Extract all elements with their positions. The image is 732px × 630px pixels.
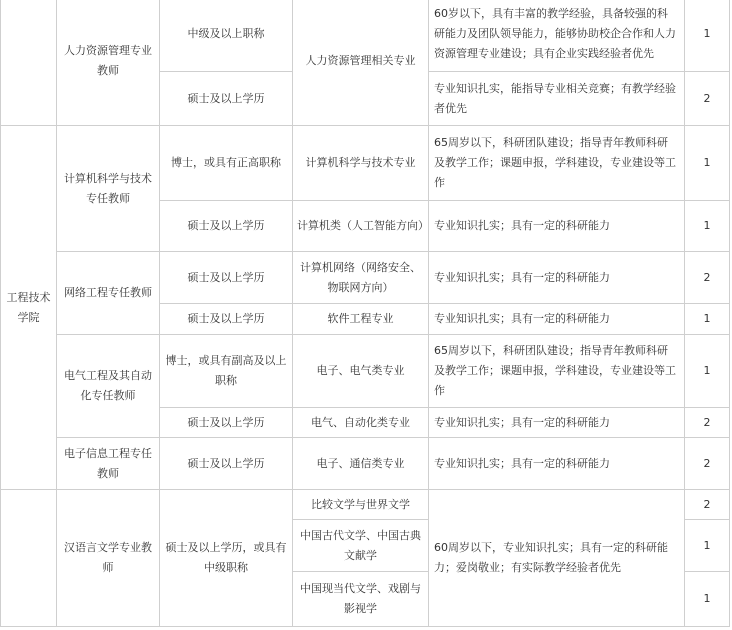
count-cell: 2	[685, 72, 730, 126]
major-cell: 人力资源管理相关专业	[293, 0, 429, 126]
college-cell	[1, 490, 57, 627]
position-cell: 汉语言文学专业教师	[57, 490, 160, 627]
position-cell: 电子信息工程专任教师	[57, 438, 160, 490]
count-cell: 1	[685, 520, 730, 572]
requirement-cell: 专业知识扎实；具有一定的科研能力	[429, 201, 685, 252]
table-row	[1, 252, 730, 304]
education-cell: 博士，或具有正高职称	[160, 126, 293, 201]
education-cell: 硕士及以上学历	[160, 201, 293, 252]
college-cell: 工程技术学院	[1, 126, 57, 490]
major-cell: 计算机科学与技术专业	[293, 126, 429, 201]
major-cell: 比较文学与世界文学	[293, 490, 429, 520]
position-cell: 计算机科学与技术专任教师	[57, 126, 160, 252]
position-cell: 人力资源管理专业教师	[57, 0, 160, 126]
requirement-cell: 65周岁以下，科研团队建设；指导青年教师科研及教学工作；课题申报，学科建设，专业建设等工作	[429, 126, 685, 201]
requirement-cell: 专业知识扎实；具有一定的科研能力	[429, 408, 685, 438]
education-cell: 硕士及以上学历	[160, 408, 293, 438]
education-cell: 硕士及以上学历，或具有中级职称	[160, 490, 293, 627]
count-cell: 1	[685, 335, 730, 408]
count-cell: 2	[685, 408, 730, 438]
requirement-cell: 60周岁以下，专业知识扎实；具有一定的科研能力；爱岗敬业；有实际教学经验者优先	[429, 490, 685, 627]
count-cell: 2	[685, 490, 730, 520]
major-cell: 电子、通信类专业	[293, 438, 429, 490]
requirement-cell: 专业知识扎实；具有一定的科研能力	[429, 252, 685, 304]
major-cell: 中国现当代文学、戏剧与影视学	[293, 572, 429, 627]
count-cell: 1	[685, 572, 730, 627]
education-cell: 中级及以上职称	[160, 0, 293, 72]
position-cell: 电气工程及其自动化专任教师	[57, 335, 160, 438]
requirement-cell: 专业知识扎实；具有一定的科研能力	[429, 304, 685, 335]
table-row	[1, 0, 730, 72]
major-cell: 中国古代文学、中国古典文献学	[293, 520, 429, 572]
education-cell: 硕士及以上学历	[160, 304, 293, 335]
college-cell	[1, 0, 57, 126]
requirement-cell: 专业知识扎实；具有一定的科研能力	[429, 438, 685, 490]
position-cell: 网络工程专任教师	[57, 252, 160, 335]
major-cell: 计算机网络（网络安全、物联网方向）	[293, 252, 429, 304]
count-cell: 1	[685, 201, 730, 252]
requirement-cell: 60岁以下，具有丰富的教学经验，具备较强的科研能力及团队领导能力，能够协助校企合作和人力资源管理专业建设；具有企业实践经验者优先	[429, 0, 685, 72]
table-row	[1, 490, 730, 520]
education-cell: 硕士及以上学历	[160, 252, 293, 304]
count-cell: 1	[685, 0, 730, 72]
count-cell: 1	[685, 304, 730, 335]
count-cell: 2	[685, 438, 730, 490]
table-row	[1, 335, 730, 408]
requirement-cell: 专业知识扎实，能指导专业相关竞赛；有教学经验者优先	[429, 72, 685, 126]
requirement-cell: 65周岁以下，科研团队建设；指导青年教师科研及教学工作；课题申报，学科建设，专业建设等工作	[429, 335, 685, 408]
education-cell: 硕士及以上学历	[160, 72, 293, 126]
count-cell: 1	[685, 126, 730, 201]
table-row	[1, 126, 730, 201]
major-cell: 电子、电气类专业	[293, 335, 429, 408]
table-row	[1, 438, 730, 490]
count-cell: 2	[685, 252, 730, 304]
education-cell: 博士，或具有副高及以上职称	[160, 335, 293, 408]
major-cell: 计算机类（人工智能方向）	[293, 201, 429, 252]
major-cell: 电气、自动化类专业	[293, 408, 429, 438]
education-cell: 硕士及以上学历	[160, 438, 293, 490]
major-cell: 软件工程专业	[293, 304, 429, 335]
